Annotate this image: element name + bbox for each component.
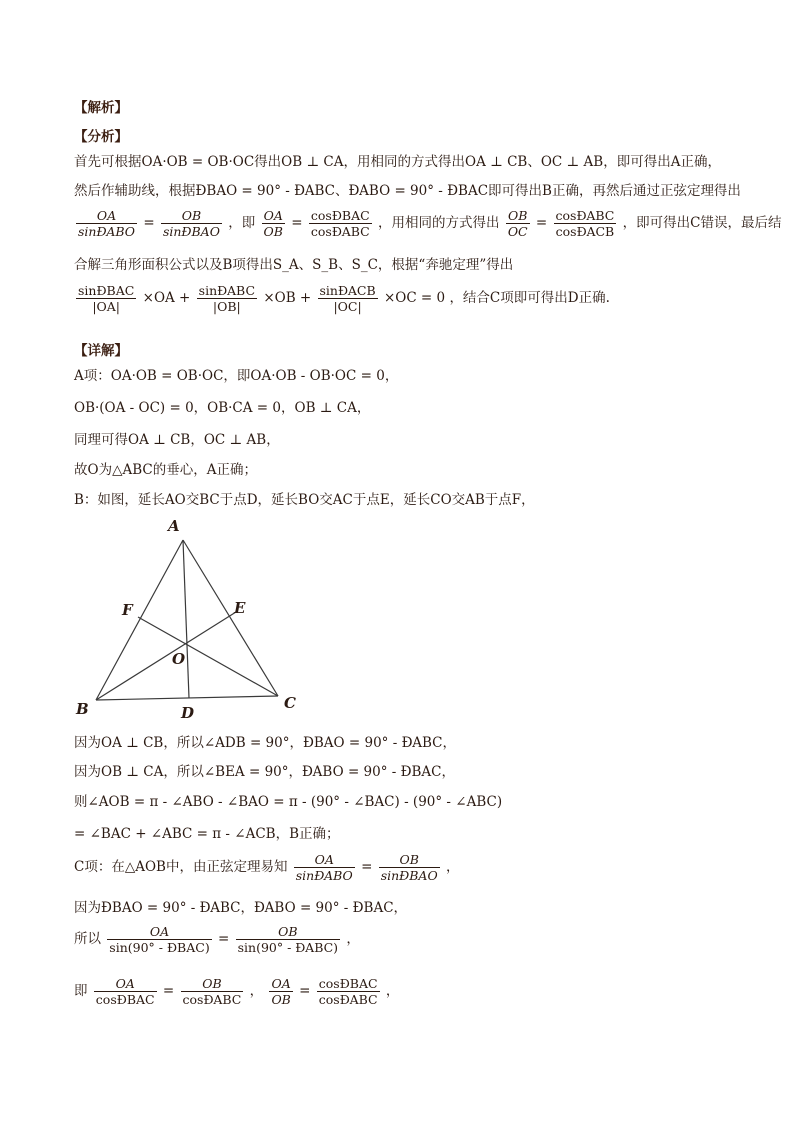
detail-a-line-3: 同理可得OA ⊥ CB，OC ⊥ AB， — [74, 432, 280, 448]
altitude-be — [96, 612, 236, 700]
detail-b-line-4: 则∠AOB = π - ∠ABO - ∠BAO = π - (90° - ∠BAC) - (90° - ∠ABC) — [74, 794, 503, 810]
detail-a-line-2: OB·(OA - OC) = 0，OB·CA = 0，OB ⊥ CA， — [74, 400, 371, 416]
detail-b-line-5: = ∠BAC + ∠ABC = π - ∠ACB，B正确； — [74, 826, 340, 842]
heading-jiexi: 【解析】 — [74, 100, 128, 116]
label-e: E — [234, 599, 246, 617]
analysis-line-4: 合解三角形面积公式以及B项得出S_A、S_B、S_C，根据“奔驰定理”得出 — [74, 257, 514, 273]
edge-bc — [96, 696, 278, 700]
label-d: D — [181, 704, 195, 722]
edge-ac — [183, 540, 278, 696]
label-b: B — [76, 700, 89, 718]
altitude-cf — [138, 617, 278, 696]
triangle-diagram — [70, 515, 310, 725]
altitude-ad — [183, 540, 189, 698]
analysis-line-1: 首先可根据OA·OB = OB·OC得出OB ⊥ CA，用相同的方式得出OA ⊥ CB、OC ⊥ AB，即可得出A正确， — [74, 154, 721, 170]
detail-a-line-4: 故O为△ABC的垂心，A正确； — [74, 462, 257, 478]
label-o: O — [172, 650, 186, 668]
label-c: C — [284, 694, 296, 712]
detail-c-line-1: C项：在△AOB中，由正弦定理易知 $\frac{OA}{\text{sinÐABO}}$ = $\frac{OB}{\text{sinÐBAO}}$ ， — [74, 852, 460, 883]
heading-fenxi: 【分析】 — [74, 129, 128, 145]
detail-c-line-3: 所以 $\frac{OA}{\text{sin(90° - ÐBAC)}}$ = $\frac{OB}{\text{sin(90° - ÐABC)}}$ ， — [74, 924, 360, 955]
analysis-line-5: $\frac{\text{sinÐBAC}}{|OA|}$ ×OA + $\frac{\text{sinÐABC}}{|OB|}$ ×OB + $\frac{\text{sinÐACB}}{|OC|}$ ×OC = 0 ，结合C项即可得出D正确. — [78, 283, 610, 314]
analysis-line-3: $\frac{OA}{\text{sinÐABO}}$ = $\frac{OB}{\text{sinÐBAO}}$ ，即 $\frac{OA}{OB}$ = $\frac{\text{cosÐBAC}}{\text{cosÐABC}}$ ，用相同的方式得出 $\frac{OB}{OC}$ = $\frac{\text{cosÐABC}}{\text{cosÐACB}}$ ，即可得出C错误，最后结 — [78, 208, 782, 239]
detail-b-line-1: B：如图，延长AO交BC于点D，延长BO交AC于点E，延长CO交AB于点F， — [74, 492, 535, 508]
heading-xiangjie: 【详解】 — [74, 343, 128, 359]
detail-b-line-3: 因为OB ⊥ CA，所以∠BEA = 90°，ÐABO = 90° - ÐBAC， — [74, 764, 456, 780]
detail-b-line-2: 因为OA ⊥ CB，所以∠ADB = 90°，ÐBAO = 90° - ÐABC， — [74, 735, 456, 751]
detail-c-line-2: 因为ÐBAO = 90° - ÐABC，ÐABO = 90° - ÐBAC， — [74, 900, 408, 916]
label-a: A — [168, 517, 180, 535]
label-f: F — [122, 601, 133, 619]
analysis-line-2: 然后作辅助线，根据ÐBAO = 90° - ÐABC、ÐABO = 90° - ÐBAC即可得出B正确，再然后通过正弦定理得出 — [74, 183, 741, 199]
edge-ab — [96, 540, 186, 700]
detail-a-line-1: A项：OA·OB = OB·OC，即OA·OB - OB·OC = 0， — [74, 368, 399, 384]
detail-c-line-4: 即 $\frac{OA}{\text{cosÐBAC}}$ = $\frac{OB}{\text{cosÐABC}}$ ， $\frac{OA}{OB}$ = $\frac{\text{cosÐBAC}}{\text{cosÐABC}}$ ， — [74, 976, 400, 1007]
